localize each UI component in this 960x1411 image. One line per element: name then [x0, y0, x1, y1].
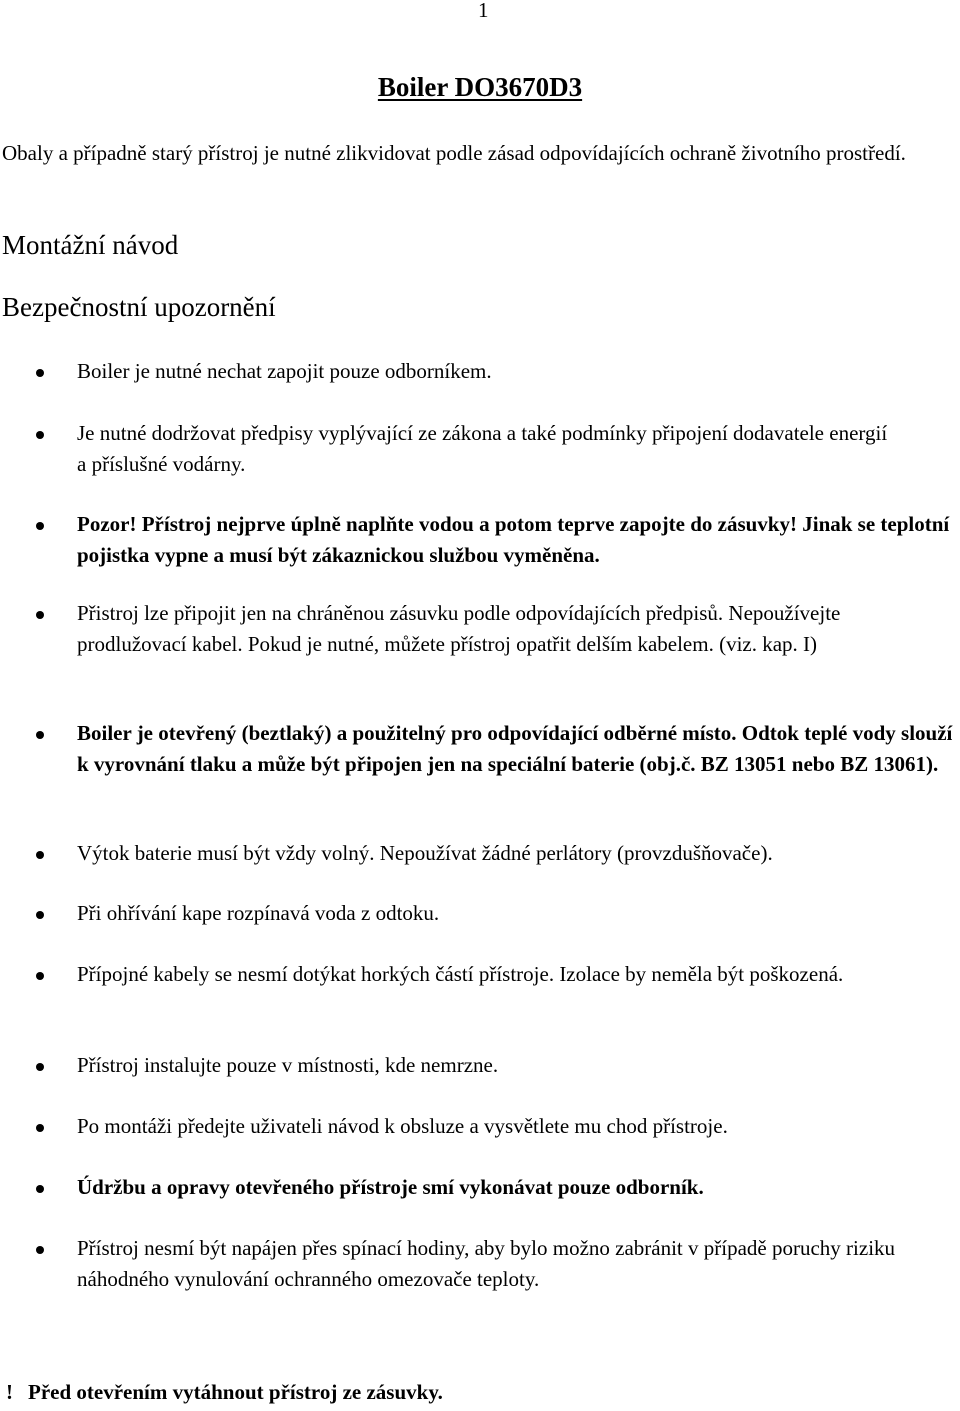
bullet-icon: [36, 1063, 44, 1071]
warning-mark: !: [6, 1380, 13, 1404]
list-item-text: Boiler je nutné nechat zapojit pouze odborníkem.: [77, 359, 492, 383]
list-item-text: Po montáži předejte uživateli návod k obsluze a vysvětlete mu chod přístroje.: [77, 1114, 728, 1138]
list-item-text: Boiler je otevřený (beztlaký) a použitelný pro odpovídající odběrné místo. Odtok teplé vody slouží k vyrovnání tlaku a může být připojen jen na speciální baterie (obj.č. BZ 13051 nebo BZ 13061).: [77, 721, 953, 776]
list-item-text: Je nutné dodržovat předpisy vyplývající ze zákona a také podmínky připojení dodavatele energií a příslušné vodárny.: [77, 421, 888, 476]
list-item-text: Výtok baterie musí být vždy volný. Nepoužívat žádné perlátory (provzdušňovače).: [77, 841, 773, 865]
list-item-text: Přistroj lze připojit jen na chráněnou zásuvku podle odpovídajících předpisů. Nepoužívejte prodlužovací kabel. Pokud je nutné, můžete přístroj opatřit delším kabelem. (viz. kap. I): [77, 601, 841, 656]
document-title: Boiler DO3670D3: [377, 72, 583, 102]
final-warning: [6, 1377, 443, 1408]
bullet-icon: [36, 1246, 44, 1254]
bullet-icon: [36, 911, 44, 919]
bullet-icon: [36, 1185, 44, 1193]
bullet-icon: [36, 431, 44, 439]
final-warning-text: Před otevřením vytáhnout přístroj ze zásuvky.: [28, 1380, 443, 1404]
page-number: 1: [478, 0, 489, 22]
heading-safety-notice: Bezpečnostní upozornění: [2, 292, 276, 322]
list-item-text: Přístroj instalujte pouze v místnosti, kde nemrzne.: [77, 1053, 499, 1077]
list-item-text: Přístroj nesmí být napájen přes spínací hodiny, aby bylo možno zabránit v případě poruchy riziku náhodného vynulování ochranného omezovače teploty.: [77, 1236, 896, 1291]
list-item-text: Pozor! Přístroj nejprve úplně naplňte vodou a potom teprve zapojte do zásuvky! Jinak se teplotní pojistka vypne a musí být zákaznickou službou vyměněna.: [77, 512, 950, 567]
list-item-text: Při ohřívání kape rozpínavá voda z odtoku.: [77, 901, 440, 925]
heading-installation-guide: Montážní návod: [2, 230, 179, 260]
bullet-icon: [36, 972, 44, 980]
bullet-icon: [36, 731, 44, 739]
intro-paragraph: Obaly a případně starý přístroj je nutné zlikvidovat podle zásad odpovídajících ochraně životního prostředí.: [2, 141, 906, 165]
list-item-text: Údržbu a opravy otevřeného přístroje smí vykonávat pouze odborník.: [77, 1175, 704, 1199]
list-item-text: Přípojné kabely se nesmí dotýkat horkých částí přístroje. Izolace by neměla být poškozená.: [77, 962, 844, 986]
bullet-icon: [36, 611, 44, 619]
bullet-icon: [36, 369, 44, 377]
bullet-icon: [36, 851, 44, 859]
bullet-icon: [36, 1124, 44, 1132]
bullet-icon: [36, 522, 44, 530]
